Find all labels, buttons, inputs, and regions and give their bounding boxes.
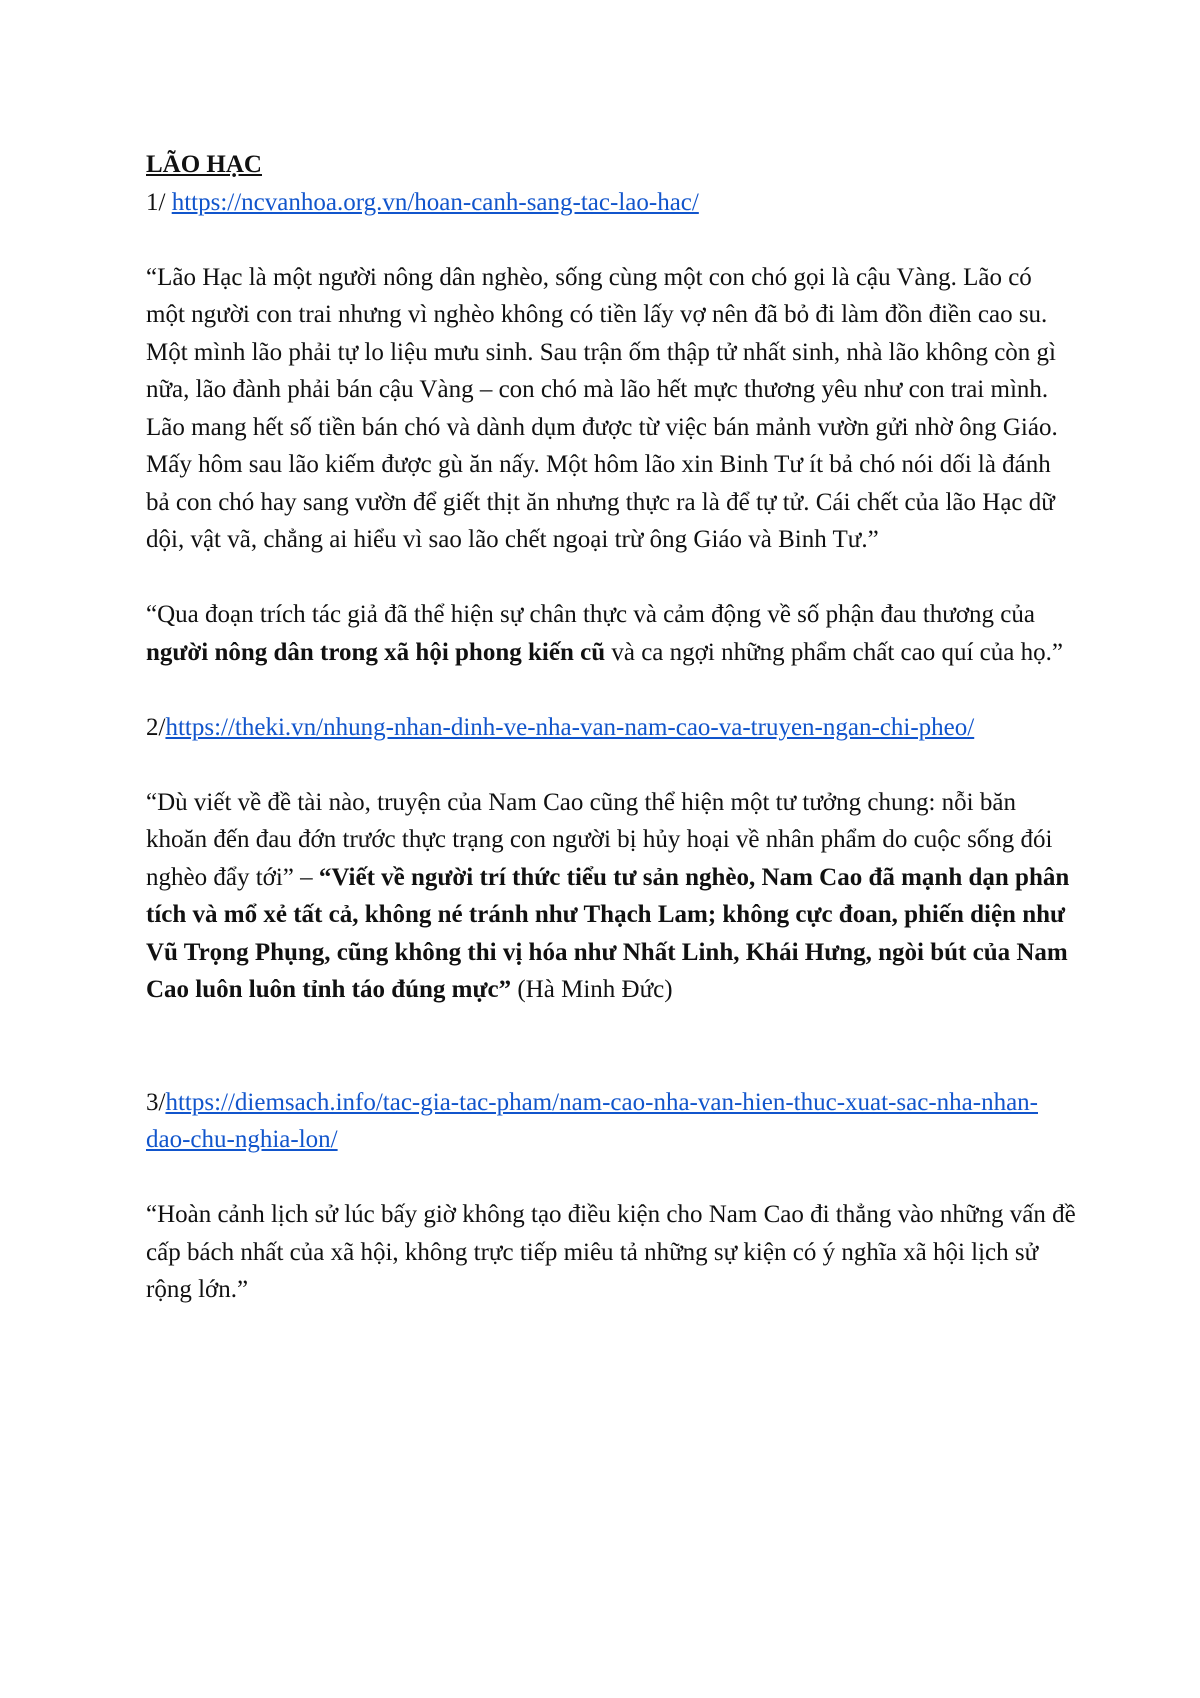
source-3: [146, 1084, 1076, 1159]
source-2-number: 2/: [146, 713, 166, 741]
source-1: [146, 184, 1076, 222]
source-1-quote-2: [146, 596, 1076, 671]
source-2-link[interactable]: https://theki.vn/nhung-nhan-dinh-ve-nha-van-nam-cao-va-truyen-ngan-chi-pheo/: [165, 713, 975, 741]
source-1-quote-1: “Lão Hạc là một người nông dân nghèo, sống cùng một con chó gọi là cậu Vàng. Lão có một người con trai nhưng vì nghèo không có tiền lấy vợ nên đã bỏ đi làm đồn điền cao su. Một mình lão phải tự lo liệu mưu sinh. Sau trận ốm thập tử nhất sinh, nhà lão không còn gì nữa, lão đành phải bán cậu Vàng – con chó mà lão hết mực thương yêu như con trai mình. Lão mang hết số tiền bán chó và dành dụm được từ việc bán mảnh vườn gửi nhờ ông Giáo. Mấy hôm sau lão kiếm được gù ăn nấy. Một hôm lão xin Binh Tư ít bả chó nói dối là đánh bả con chó hay sang vườn để giết thịt ăn nhưng thực ra là để tự tử. Cái chết của lão Hạc dữ dội, vật vã, chẳng ai hiểu vì sao lão chết ngoại trừ ông Giáo và Binh Tư.”: [146, 263, 1058, 553]
source-2-quote-attribution: (Hà Minh Đức): [511, 976, 673, 1003]
document-page: [146, 146, 1076, 1309]
source-2-quote: [146, 784, 1076, 1009]
source-1-quote-2-end: và ca ngợi những phẩm chất cao quí của họ.”: [605, 638, 1063, 666]
document-title: LÃO HẠC: [146, 151, 262, 178]
source-1-link[interactable]: https://ncvanhoa.org.vn/hoan-canh-sang-tac-lao-hac/: [171, 188, 699, 216]
source-1-quote-2-bold: người nông dân trong xã hội phong kiến cũ: [146, 638, 606, 666]
blank-line: [146, 559, 1076, 597]
source-3-number: 3/: [146, 1088, 166, 1116]
blank-line: [146, 746, 1076, 784]
source-2-quote-bold: “Viết về người trí thức tiểu tư sản nghèo, Nam Cao đã mạnh dạn phân tích và mổ xẻ tất cả, không né tránh như Thạch Lam; không cực đoan, phiến diện như Vũ Trọng Phụng, cũng không thi vị hóa như Nhất Linh, Khái Hưng, ngòi bút của Nam Cao luôn luôn tỉnh táo đúng mực”: [146, 863, 1070, 1003]
source-1-number: 1/: [146, 188, 172, 216]
source-3-quote: “Hoàn cảnh lịch sử lúc bấy giờ không tạo điều kiện cho Nam Cao đi thẳng vào những vấn đề cấp bách nhất của xã hội, không trực tiếp miêu tả những sự kiện có ý nghĩa xã hội lịch sử rộng lớn.”: [146, 1201, 1076, 1303]
blank-line: [146, 221, 1076, 259]
blank-lines: [146, 1009, 1076, 1084]
source-1-quote-2-start: “Qua đoạn trích tác giả đã thể hiện sự chân thực và cảm động về số phận đau thương của: [146, 601, 1035, 628]
source-3-link[interactable]: https://diemsach.info/tac-gia-tac-pham/nam-cao-nha-van-hien-thuc-xuat-sac-nha-nhan-dao-chu-nghia-lon/: [146, 1088, 1038, 1153]
source-2: [146, 709, 1076, 747]
blank-line: [146, 671, 1076, 709]
source-2-quote-start: “Dù viết về đề tài nào, truyện của Nam Cao cũng thể hiện một tư tưởng chung: nỗi băn khoăn đến đau đớn trước thực trạng con người bị hủy hoại về nhân phẩm do cuộc sống đói nghèo đẩy tới” –: [146, 788, 1053, 891]
blank-line: [146, 1159, 1076, 1197]
